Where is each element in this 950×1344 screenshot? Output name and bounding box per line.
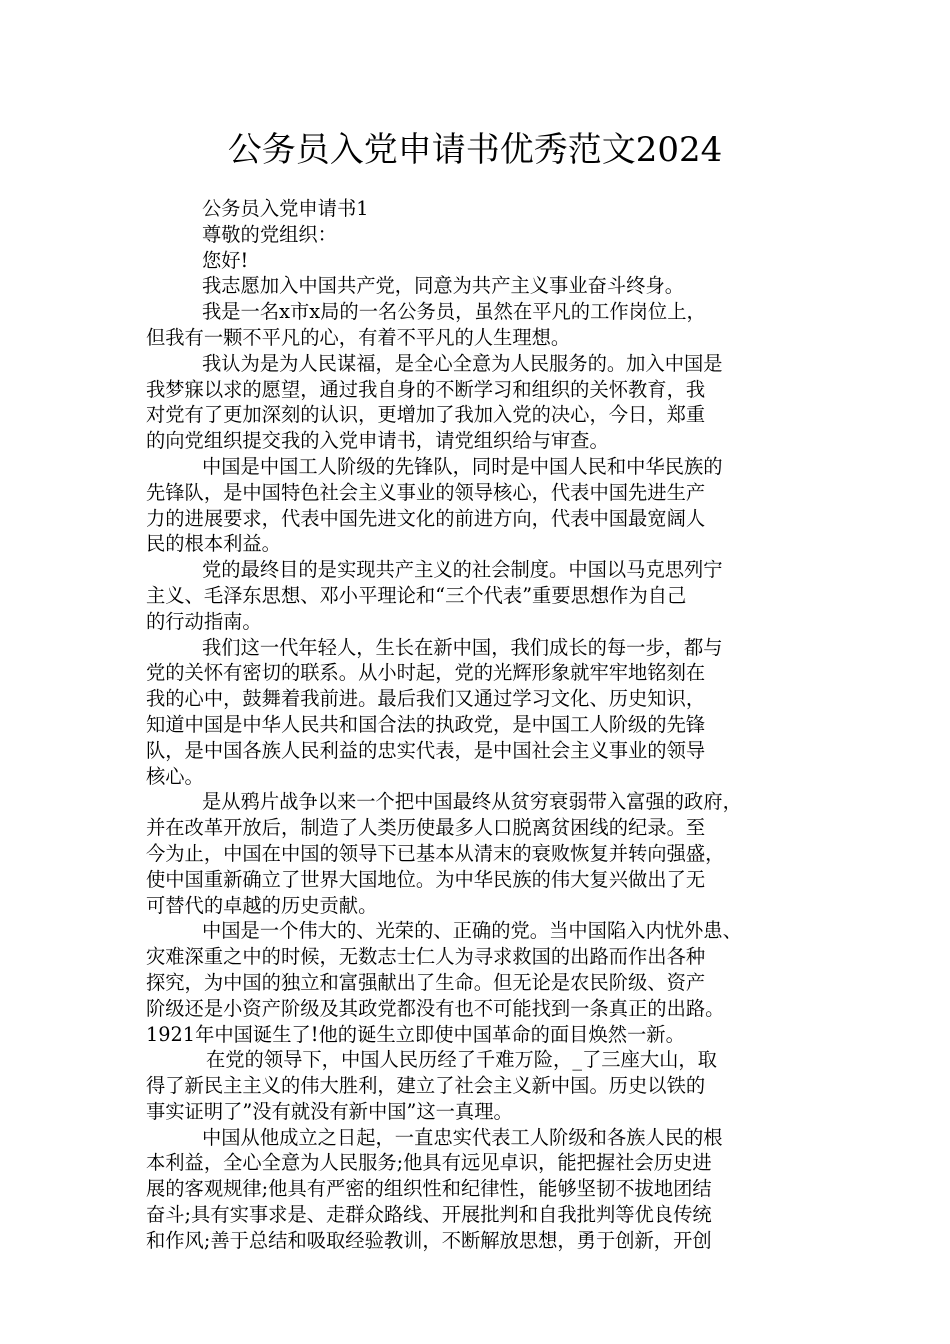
text-line: 我们这一代年轻人，生长在新中国，我们成长的每一步，都与: [202, 635, 723, 659]
text-line: 知道中国是中华人民共和国合法的执政党，是中国工人阶级的先锋: [146, 712, 706, 736]
text-line: 我志愿加入中国共产党，同意为共产主义事业奋斗终身。: [202, 274, 685, 298]
text-line: 并在改革开放后，制造了人类历使最多人口脱离贫困线的纪录。至: [146, 816, 706, 840]
text-line: 主义、毛泽东思想、邓小平理论和“三个代表”重要思想作为自己: [146, 583, 687, 607]
text-line: 得了新民主主义的伟大胜利，建立了社会主义新中国。历史以铁的: [146, 1074, 706, 1098]
text-line: 奋斗;具有实事求是、走群众路线、开展批判和自我批判等优良传统: [146, 1203, 712, 1227]
text-line: 展的客观规律;他具有严密的组织性和纪律性，能够坚韧不拔地团结: [146, 1177, 712, 1201]
document-body: [146, 196, 806, 1254]
text-line: 的向党组织提交我的入党申请书，请党组织给与审查。: [146, 429, 609, 453]
text-line: 我的心中，鼓舞着我前进。最后我们又通过学习文化、历史知识，: [146, 687, 706, 711]
text-line: 但我有一颗不平凡的心，有着不平凡的人生理想。: [146, 325, 571, 349]
text-line: 尊敬的党组织：: [202, 222, 337, 246]
text-line: 核心。: [146, 764, 204, 788]
document-title: 公务员入党申请书优秀范文2024: [227, 130, 723, 170]
text-line: 是从鸦片战争以来一个把中国最终从贫穷衰弱带入富强的政府，: [202, 790, 742, 814]
text-line: 可替代的卓越的历史贡献。: [146, 893, 378, 917]
text-line: 对党有了更加深刻的认识，更增加了我加入党的决心，今日，郑重: [146, 403, 706, 427]
text-line: 中国是中国工人阶级的先锋队，同时是中国人民和中华民族的: [202, 454, 723, 478]
text-line: 我是一名x市x局的一名公务员，虽然在平凡的工作岗位上，: [202, 300, 706, 324]
text-line: 的行动指南。: [146, 609, 262, 633]
text-line: 党的关怀有密切的联系。从小时起，党的光辉形象就牢牢地铭刻在: [146, 661, 706, 685]
text-line: 今为止，中国在中国的领导下已基本从清末的衰败恢复并转向强盛，: [146, 841, 725, 865]
text-line: 和作风;善于总结和吸取经验教训，不断解放思想，勇于创新，开创: [146, 1228, 712, 1252]
text-line: 力的进展要求，代表中国先进文化的前进方向，代表中国最宽阔人: [146, 506, 706, 530]
text-line: 灾难深重之中的时候，无数志士仁人为寻求救国的出路而作出各种: [146, 945, 706, 969]
text-line: 1921年中国诞生了!他的诞生立即使中国革命的面目焕然一新。: [146, 1022, 685, 1046]
text-line: 队，是中国各族人民利益的忠实代表，是中国社会主义事业的领导: [146, 738, 706, 762]
text-line: 中国从他成立之日起，一直忠实代表工人阶级和各族人民的根: [202, 1125, 723, 1149]
text-line: 阶级还是小资产阶级及其政党都没有也不可能找到一条真正的出路。: [146, 996, 725, 1020]
text-line: 在党的领导下，中国人民历经了千难万险，_了三座大山，取: [206, 1048, 717, 1072]
text-line: 您好!: [202, 248, 249, 272]
text-line: 党的最终目的是实现共产主义的社会制度。中国以马克思列宁: [202, 558, 723, 582]
text-line: 使中国重新确立了世界大国地位。为中华民族的伟大复兴做出了无: [146, 867, 706, 891]
text-line: 民的根本利益。: [146, 532, 281, 556]
text-line: 中国是一个伟大的、光荣的、正确的党。当中国陷入内忧外患、: [202, 919, 742, 943]
text-line: 公务员入党申请书1: [202, 197, 369, 220]
text-line: 本利益，全心全意为人民服务;他具有远见卓识，能把握社会历史进: [146, 1151, 712, 1175]
text-line: 探究，为中国的独立和富强献出了生命。但无论是农民阶级、资产: [146, 970, 706, 994]
text-line: 我认为是为人民谋福，是全心全意为人民服务的。加入中国是: [202, 351, 723, 375]
text-line: 事实证明了”没有就没有新中国”这一真理。: [146, 1099, 513, 1123]
text-line: 我梦寐以求的愿望，通过我自身的不断学习和组织的关怀教育，我: [146, 377, 706, 401]
text-line: 先锋队，是中国特色社会主义事业的领导核心，代表中国先进生产: [146, 480, 706, 504]
